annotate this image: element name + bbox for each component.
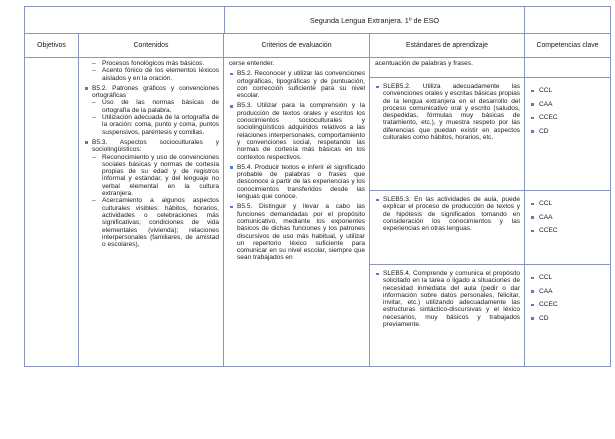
competencia-item: CD bbox=[529, 125, 610, 139]
estandar-item: SLEB5.4. Comprende y comunica el propósito solicitado en la tarea o ligado a situaciones de necesidad inmediata del aula (pedir o dar información sobre datos personales, felicitar, invitar, etc.) utilizando adecuadamente las estructuras sintáctico-discursivas y el léxico necesarios, muy básicos y trabajados previamente. bbox=[375, 270, 520, 328]
dash-item: – Procesos fonológicos más básicos. bbox=[84, 60, 219, 67]
competencias-cell bbox=[525, 191, 611, 265]
competencia-item: CAA bbox=[529, 285, 610, 299]
estandar-cell bbox=[370, 191, 525, 265]
section-heading-item: B5.5. Distinguir y llevar a cabo las funciones demandadas por el propósito comunicativo, mediante los exponentes básicos de dichas funciones y los patrones discursivos de uso más habitual, y utilizar un repertorio léxico suficiente para comunicar en su nivel escolar, siempre que sean trabajados en bbox=[229, 203, 365, 261]
section-heading-item: B5.2. Patrones gráficos y convenciones ortográficas bbox=[84, 85, 219, 100]
competencias-top-cell bbox=[525, 58, 611, 78]
competencia-item: CCEC bbox=[529, 111, 610, 125]
competencia-item: CCEC bbox=[529, 298, 610, 312]
competencia-item: CAA bbox=[529, 211, 610, 225]
competencias-cell bbox=[525, 265, 611, 367]
section-heading-item: B5.3. Utilizar para la comprensión y la producción de textos orales y escritos los conocimientos socioculturales y sociolingüísticos adquiridos relativos a las relaciones interpersonales, comportamiento y convenciones social, respetando las normas de cortesía más básicas en los contextos respectivos. bbox=[229, 102, 365, 160]
section-heading-item: B5.2. Reconocer y utilizar las convenciones ortográficas, tipográficas y de puntuación, con corrección suficiente para su nivel escolar. bbox=[229, 70, 365, 99]
competencia-item: CCL bbox=[529, 271, 610, 285]
estandar-cell bbox=[370, 265, 525, 367]
text-item: cerse entender. bbox=[229, 60, 275, 67]
header-estandares: Estándares de aprendizaje bbox=[370, 34, 525, 58]
section-heading-item: B5.3. Aspectos socioculturales y sociolingüísticos: bbox=[84, 139, 219, 154]
header-contenidos: Contenidos bbox=[79, 34, 224, 58]
competencia-item: CCL bbox=[529, 197, 610, 211]
dash-item: – Utilización adecuada de la ortografía de la oración: coma, punto y coma, puntos suspensivos, paréntesis y comillas. bbox=[84, 114, 219, 136]
estandar-continuation: acentuación de palabras y frases. bbox=[375, 60, 473, 67]
competencias-cell bbox=[525, 78, 611, 191]
objetivos-cell bbox=[25, 58, 79, 367]
dash-item: – Uso de las normas básicas de ortografía de la palabra. bbox=[84, 99, 219, 114]
contenidos-cell bbox=[79, 58, 224, 367]
dash-item: – Acento fónico de los elementos léxicos aislados y en la oración. bbox=[84, 67, 219, 82]
estandar-cell bbox=[370, 78, 525, 191]
competencia-item: CAA bbox=[529, 98, 610, 112]
title-right-cell bbox=[525, 7, 611, 34]
header-competencias: Competencias clave bbox=[525, 34, 611, 58]
criterios-cell bbox=[224, 58, 370, 367]
estandar-item: SLEB5.3. En las actividades de aula, puede explicar el proceso de producción de textos y de hipótesis de significados tomando en consideración los conocimientos y las experiencias en otras lenguas. bbox=[375, 196, 520, 232]
table-title: Segunda Lengua Extranjera. 1º de ESO bbox=[224, 7, 525, 34]
header-criterios: Criterios de evaluación bbox=[224, 34, 370, 58]
dash-item: – Reconocimiento y uso de convenciones sociales básicas y normas de cortesía propias de su edad y de registros informal y estándar, y del lenguaje no verbal elemental en la cultura extranjera. bbox=[84, 154, 219, 198]
competencia-item: CCL bbox=[529, 84, 610, 98]
curriculum-table bbox=[24, 6, 611, 367]
estandar-item: SLEB5.2. Utiliza adecuadamente las convenciones orales y escritas básicas propias de la lengua extranjera en el desarrollo del proceso comunicativo oral y escrito (saludos, despedidas, fórmulas muy básicas de tratamiento, etc.), y muestra respeto por las diferencias que puedan existir en aspectos culturales como hábitos, horarios, etc. bbox=[375, 83, 520, 141]
competencia-item: CCEC bbox=[529, 224, 610, 238]
competencia-item: CD bbox=[529, 312, 610, 326]
estandares-top-cell bbox=[370, 58, 525, 78]
header-objetivos: Objetivos bbox=[25, 34, 79, 58]
section-heading-item: B5.4. Producir textos e inferir el significado probable de palabras o frases que desconoce a partir de las experiencias y los conocimientos transferidos desde las lenguas que conoce. bbox=[229, 164, 365, 200]
dash-item: – Acercamiento a algunos aspectos culturales visibles: hábitos, horarios, actividades o celebraciones más significativas; condiciones de vida elementales (vivienda); relaciones interpersonales (familiares, de amistad o escolares), bbox=[84, 197, 219, 248]
